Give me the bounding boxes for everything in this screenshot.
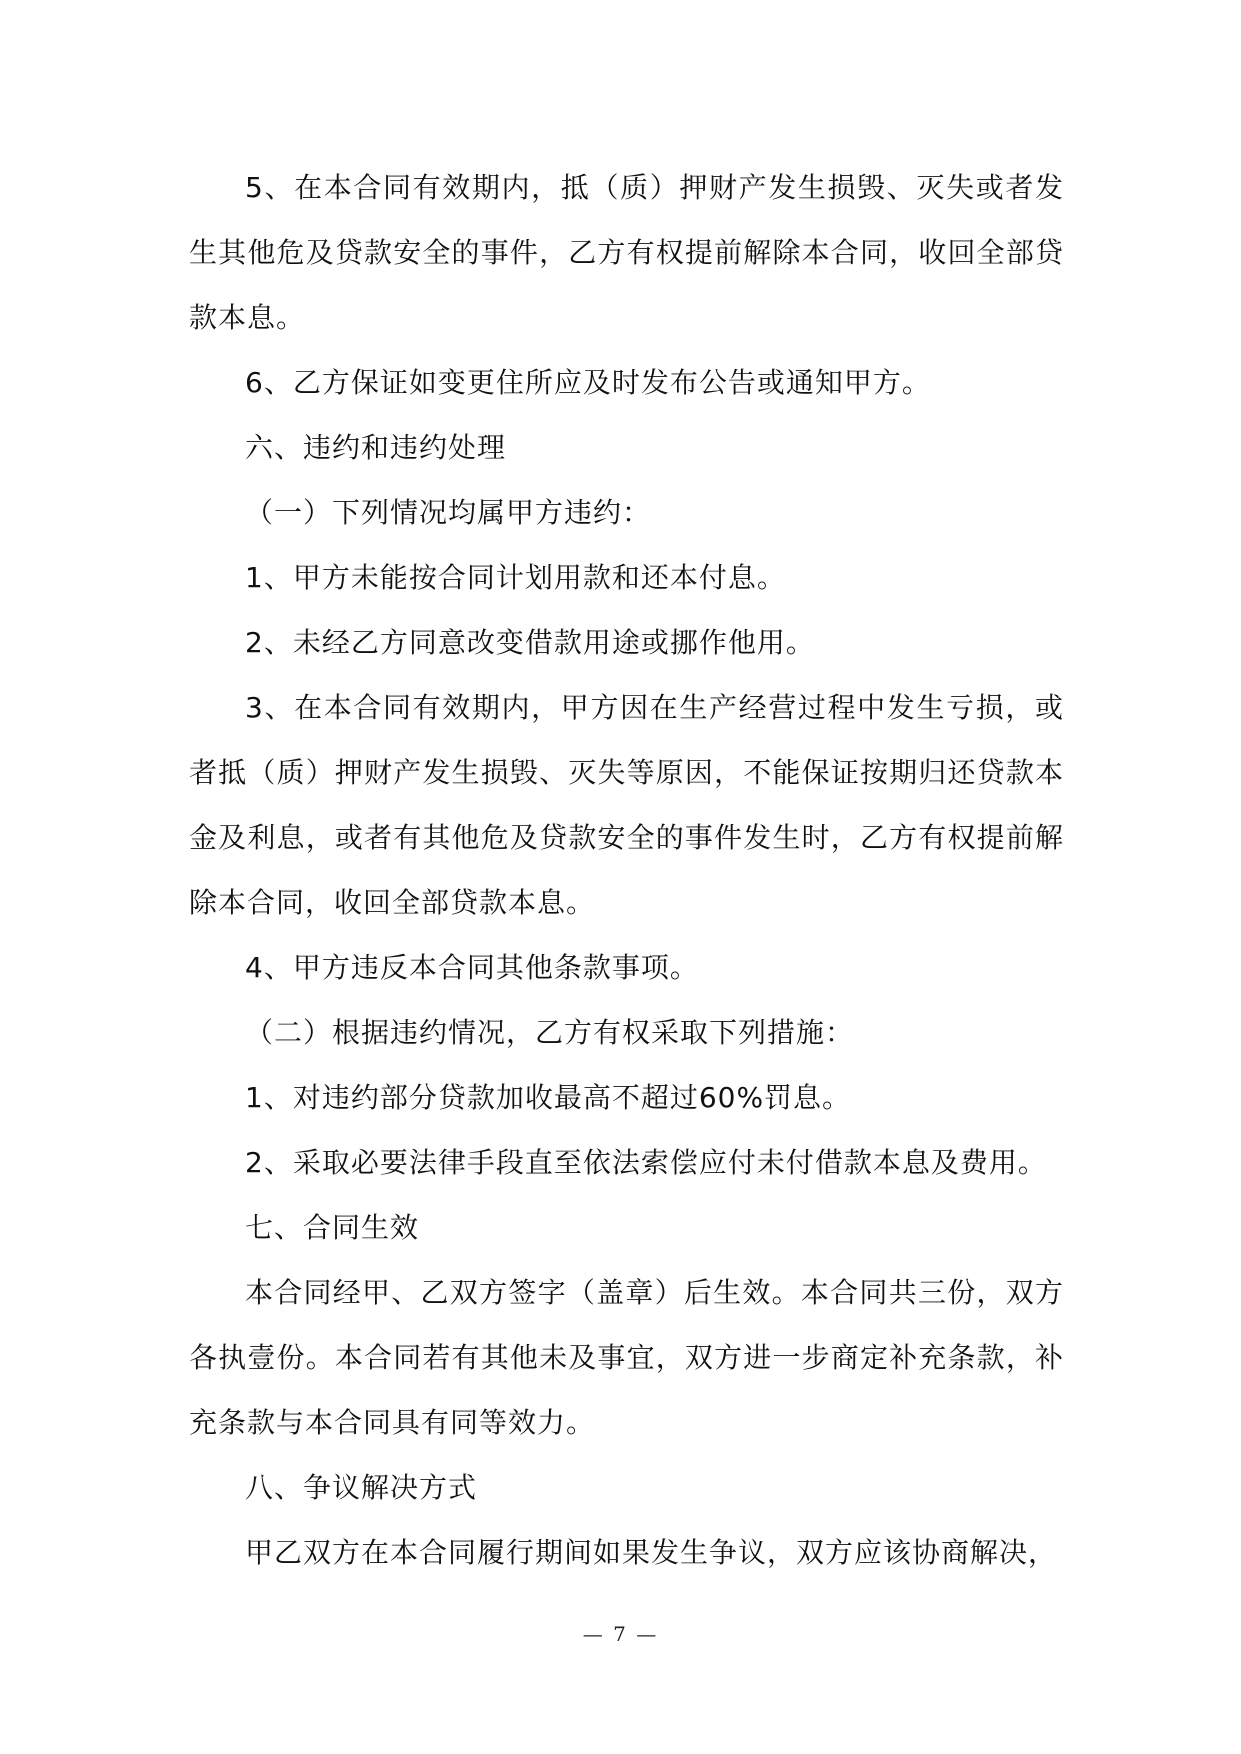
paragraph-breach-item-2: 2、未经乙方同意改变借款用途或挪作他用。 [245,626,815,659]
paragraph-remedy-item-1: 1、对违约部分贷款加收最高不超过60%罚息。 [245,1081,852,1114]
paragraph-clause-5: 5、在本合同有效期内，抵（质）押财产发生损毁、灭失或者发生其他危及贷款安全的事件，乙方有权提前解除本合同，收回全部贷款本息。 [189,171,1064,334]
paragraph-breach-item-4: 4、甲方违反本合同其他条款事项。 [245,951,699,984]
paragraph-remedy-item-2: 2、采取必要法律手段直至依法索偿应付未付借款本息及费用。 [245,1146,1047,1179]
section-heading-effectiveness: 七、合同生效 [245,1211,420,1244]
paragraph-effectiveness: 本合同经甲、乙双方签字（盖章）后生效。本合同共三份，双方各执壹份。本合同若有其他未及事宜，双方进一步商定补充条款，补充条款与本合同具有同等效力。 [189,1276,1064,1439]
paragraph-clause-6: 6、乙方保证如变更住所应及时发布公告或通知甲方。 [245,366,931,399]
subsection-heading-party-a-breach: （一）下列情况均属甲方违约： [245,496,652,529]
paragraph-breach-item-1: 1、甲方未能按合同计划用款和还本付息。 [245,561,786,594]
page-number: — 7 — [582,1622,659,1646]
paragraph-dispute-resolution: 甲乙双方在本合同履行期间如果发生争议，双方应该协商解决， [245,1536,1058,1569]
paragraph-breach-item-3: 3、在本合同有效期内，甲方因在生产经营过程中发生亏损，或者抵（质）押财产发生损毁、灭失等原因，不能保证按期归还贷款本金及利息，或者有其他危及贷款安全的事件发生时，乙方有权提前解除本合同，收回全部贷款本息。 [189,691,1064,919]
section-heading-breach: 六、违约和违约处理 [245,431,507,464]
document-body [189,155,1064,1585]
section-heading-dispute-resolution: 八、争议解决方式 [245,1471,478,1504]
subsection-heading-remedies: （二）根据违约情况，乙方有权采取下列措施： [245,1016,855,1049]
